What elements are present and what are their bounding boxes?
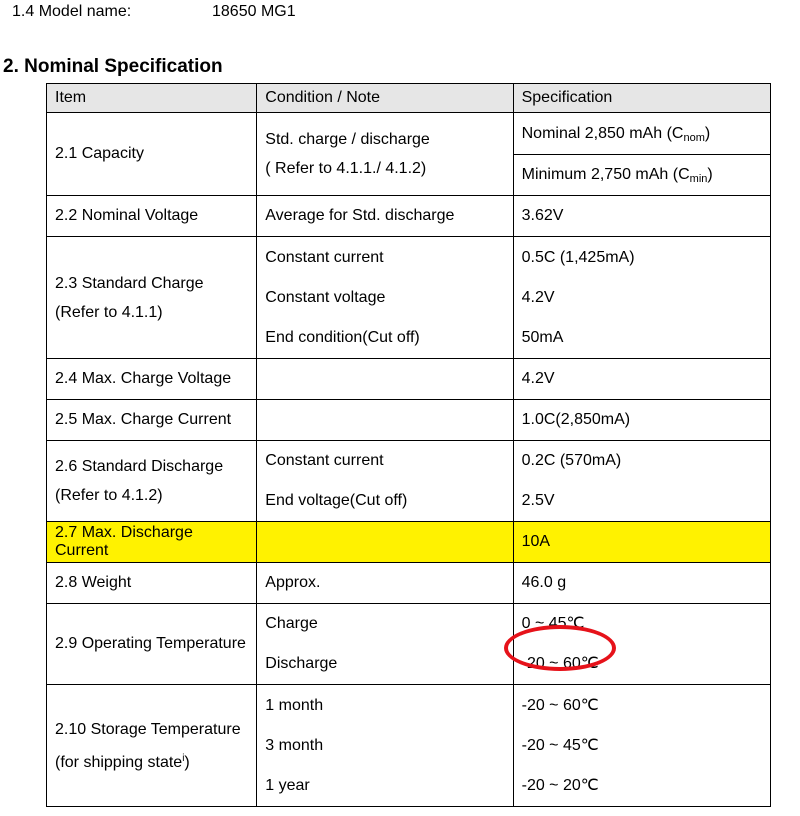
header-specification: Specification (513, 84, 770, 113)
storage-temp-item-line2: (for shipping state$^i$) (55, 752, 190, 771)
max-discharge-current-item: 2.7 Max. Discharge Current (47, 522, 257, 563)
header-item: Item (47, 84, 257, 113)
storage-temp-cond-3: 1 year (265, 776, 310, 794)
capacity-item: 2.1 Capacity (47, 113, 257, 196)
standard-discharge-cond-2: End voltage(Cut off) (265, 492, 408, 509)
capacity-condition-line1: Std. charge / discharge (265, 131, 430, 148)
table-row-nominal-voltage (47, 196, 771, 237)
max-charge-voltage-item: 2.4 Max. Charge Voltage (47, 359, 257, 400)
standard-discharge-spec-1: 0.2C (570mA) (521, 452, 622, 469)
table-row-weight (47, 563, 771, 604)
storage-temp-spec-2: -20 ~ 45℃ (521, 736, 599, 754)
max-charge-current-condition (257, 400, 513, 441)
header-condition: Condition / Note (257, 84, 513, 113)
standard-charge-conditions (257, 237, 513, 359)
capacity-condition (257, 113, 513, 196)
capacity-spec (513, 113, 770, 196)
operating-temp-conditions (257, 604, 513, 685)
operating-temp-spec-2: -20 ~ 60℃ (521, 655, 599, 672)
standard-discharge-cond-1: Constant current (265, 452, 384, 469)
table-header-row (47, 84, 771, 113)
operating-temp-spec-2-wrap (522, 644, 762, 684)
standard-charge-specs (513, 237, 770, 359)
capacity-condition-line2: ( Refer to 4.1.1./ 4.1.2) (265, 160, 427, 177)
max-charge-current-item: 2.5 Max. Charge Current (47, 400, 257, 441)
standard-charge-item (47, 237, 257, 359)
table-row-capacity (47, 113, 771, 196)
weight-spec: 46.0 g (513, 563, 770, 604)
standard-charge-spec-1: 0.5C (1,425mA) (521, 248, 635, 266)
max-charge-voltage-spec: 4.2V (513, 359, 770, 400)
table-row-standard-discharge (47, 441, 771, 522)
table-row-standard-charge (47, 237, 771, 359)
section-title: 2. Nominal Specification (3, 56, 223, 77)
max-charge-voltage-condition (257, 359, 513, 400)
operating-temp-cond-1: Charge (265, 615, 318, 632)
table-row-max-charge-current (47, 400, 771, 441)
standard-discharge-item (47, 441, 257, 522)
red-circle-annotation (504, 625, 616, 671)
operating-temp-item: 2.9 Operating Temperature (47, 604, 257, 685)
standard-charge-item-line1: 2.3 Standard Charge (55, 274, 204, 292)
nominal-voltage-spec: 3.62V (513, 196, 770, 237)
circled-annotation (522, 644, 599, 684)
standard-charge-cond-2: Constant voltage (265, 288, 386, 306)
standard-charge-spec-3: 50mA (521, 328, 564, 346)
standard-discharge-specs (513, 441, 770, 522)
nominal-spec-table (46, 83, 771, 807)
storage-temp-spec-1: -20 ~ 60℃ (521, 696, 599, 714)
operating-temp-specs (513, 604, 770, 685)
table-row-storage-temperature (47, 685, 771, 807)
max-discharge-current-condition (257, 522, 513, 563)
weight-condition: Approx. (257, 563, 513, 604)
storage-temp-cond-1: 1 month (265, 696, 324, 714)
table-row-operating-temperature (47, 604, 771, 685)
max-charge-current-spec: 1.0C(2,850mA) (513, 400, 770, 441)
storage-temp-cond-2: 3 month (265, 736, 324, 754)
standard-discharge-conditions (257, 441, 513, 522)
standard-charge-item-line2: (Refer to 4.1.1) (55, 303, 163, 321)
storage-temp-item-line1: 2.10 Storage Temperature (55, 720, 241, 738)
storage-temp-item (47, 685, 257, 807)
model-name-label: 1.4 Model name: (12, 3, 132, 20)
weight-item: 2.8 Weight (47, 563, 257, 604)
table-row-max-charge-voltage (47, 359, 771, 400)
operating-temp-cond-2: Discharge (265, 655, 338, 672)
standard-charge-cond-1: Constant current (265, 248, 384, 266)
capacity-nominal: Nominal 2,850 mAh $(C_{nom})$ (514, 113, 770, 155)
nominal-voltage-item: 2.2 Nominal Voltage (47, 196, 257, 237)
storage-temp-conditions (257, 685, 513, 807)
storage-temp-specs (513, 685, 770, 807)
footnote-marker: i (182, 752, 185, 764)
model-name-line (12, 3, 296, 21)
standard-discharge-spec-2: 2.5V (521, 492, 555, 509)
storage-temp-spec-3: -20 ~ 20℃ (521, 776, 599, 794)
standard-discharge-item-line2: (Refer to 4.1.2) (55, 487, 163, 504)
standard-discharge-item-line1: 2.6 Standard Discharge (55, 458, 224, 475)
standard-charge-spec-2: 4.2V (521, 288, 555, 306)
max-discharge-current-spec: 10A (513, 522, 770, 563)
capacity-minimum: Minimum 2,750 mAh $(C_{min})$ (521, 166, 713, 185)
model-name-value: 18650 MG1 (212, 3, 296, 20)
standard-charge-cond-3: End condition(Cut off) (265, 328, 420, 346)
operating-temp-spec-1: 0 ~ 45℃ (521, 615, 585, 632)
nominal-voltage-condition: Average for Std. discharge (257, 196, 513, 237)
table-row-max-discharge-current (47, 522, 771, 563)
